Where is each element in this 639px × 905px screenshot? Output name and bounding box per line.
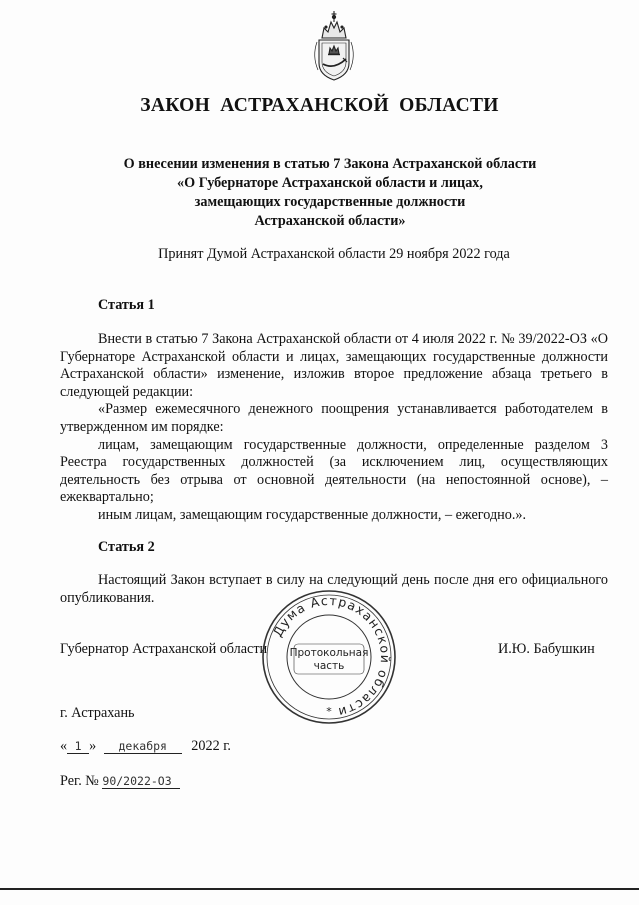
article-paragraph: «Размер ежемесячного денежного поощрения устанавливается работодателем в утвержденном им порядке: <box>60 401 608 435</box>
duma-seal-stamp <box>260 588 398 726</box>
astrakhan-coat-of-arms-icon <box>304 8 364 83</box>
article-1-body <box>60 331 608 525</box>
date-month: декабря <box>104 739 182 754</box>
seal-star: * <box>326 705 332 718</box>
article-paragraph: лицам, замещающим государственные должности, определенные разделом 3 Реестра государственных должностей (за исключением лиц, осуществляющих деятельность без отрыва от основной деятельности (на непостоянной основе), – ежеквартально; <box>60 436 608 506</box>
article-paragraph: Настоящий Закон вступает в силу на следующий день после дня его официального опубликования. <box>60 572 608 606</box>
reg-label: Рег. № <box>60 773 99 789</box>
date-year: 2022 г. <box>191 738 231 754</box>
registration-number <box>60 773 180 790</box>
date-quote-open: « <box>60 738 68 754</box>
reg-number: 90/2022-ОЗ <box>102 774 180 789</box>
seal-center-text: Протокольная <box>289 647 369 659</box>
law-subject-block <box>110 155 550 231</box>
subject-line: «О Губернаторе Астраханской области и лицах, <box>177 175 483 191</box>
governor-name: И.Ю. Бабушкин <box>498 641 595 657</box>
seal-ring-text: Дума Астраханской области <box>269 592 394 721</box>
signing-date <box>60 738 231 755</box>
subject-line: О внесении изменения в статью 7 Закона Астраханской области <box>123 156 537 172</box>
article-2-heading: Статья 2 <box>98 539 155 555</box>
seal-center-text: часть <box>313 660 345 672</box>
article-paragraph: Внести в статью 7 Закона Астраханской области от 4 июля 2022 г. № 39/2022-ОЗ «О Губернаторе Астраханской области и лицах, замещающих государственные должности Астраханской области» изменение, изложив второе предложение абзаца третьего в следующей редакции: <box>60 331 608 400</box>
governor-position: Губернатор Астраханской области <box>60 641 268 657</box>
adoption-statement: Принят Думой Астраханской области 29 ноября 2022 года <box>158 246 510 262</box>
date-quote-close: » <box>89 738 97 754</box>
article-1-heading: Статья 1 <box>98 297 155 313</box>
subject-line: Астраханской области» <box>254 213 406 229</box>
law-title: ЗАКОН АСТРАХАНСКОЙ ОБЛАСТИ <box>140 95 499 116</box>
subject-line: замещающих государственные должности <box>194 194 466 210</box>
page-bottom-rule <box>0 888 639 890</box>
article-paragraph: иным лицам, замещающим государственные должности, – ежегодно.». <box>98 506 527 523</box>
date-day: 1 <box>67 739 89 754</box>
city-name: г. Астрахань <box>60 705 135 721</box>
